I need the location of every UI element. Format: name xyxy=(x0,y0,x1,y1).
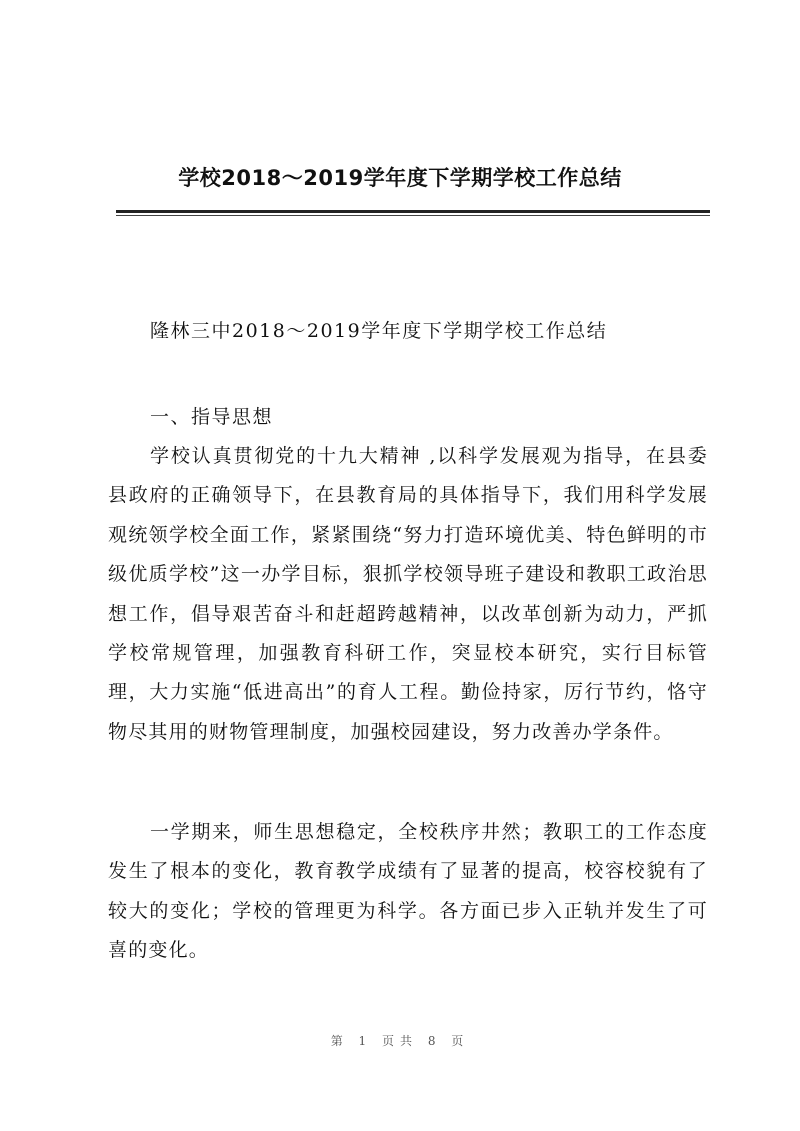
title-divider-thin xyxy=(116,215,710,216)
body-paragraph: 一学期来，师生思想稳定，全校秩序井然；教职工的工作态度发生了根本的变化，教育教学成绩有了显著的提高，校容校貌有了较大的变化；学校的管理更为科学。各方面已步入正轨并发生了可喜的变化。 xyxy=(108,821,708,962)
page-number-footer: 第 1 页共 8 页 xyxy=(330,1034,470,1048)
body-paragraph: 学校认真贯彻党的十九大精神 ,以科学发展观为指导，在县委县政府的正确领导下，在县教育局的具体指导下，我们用科学发展观统领学校全面工作，紧紧围绕“努力打造环境优美、特色鲜明的市级优质学校”这一办学目标，狠抓学校领导班子建设和教职工政治思想工作，倡导艰苦奋斗和赶超跨越精神，以改革创新为动力，严抓学校常规管理，加强教育科研工作，突显校本研究，实行目标管理，大力实施“低进高出”的育人工程。勤俭持家，厉行节约，恪守物尽其用的财物管理制度，加强校园建设，努力改善办学条件。 xyxy=(108,445,708,743)
document-subtitle: 隆林三中2018～2019学年度下学期学校工作总结 xyxy=(150,320,608,342)
document-title: 学校2018～2019学年度下学期学校工作总结 xyxy=(178,166,622,190)
section-heading: 一、指导思想 xyxy=(150,406,274,428)
title-divider-thick xyxy=(116,210,710,213)
